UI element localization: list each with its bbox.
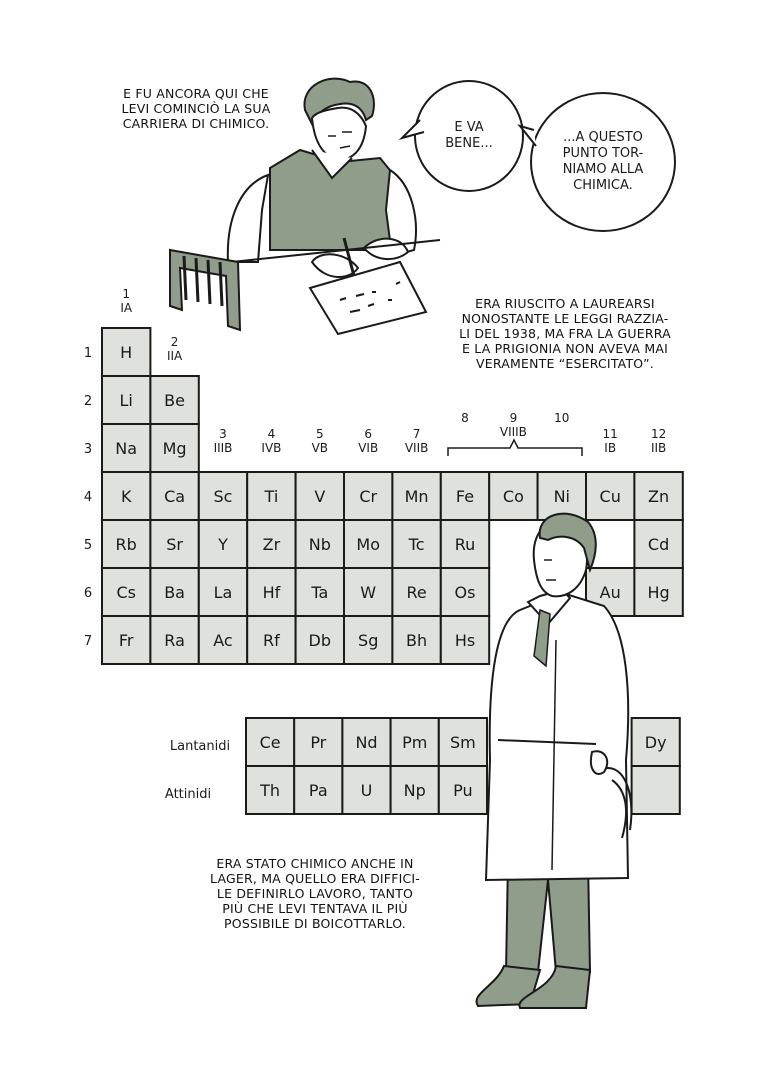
element-symbol: Mo [356,535,380,554]
element-symbol: Db [308,631,332,650]
element-symbol: Ra [164,631,185,650]
element-symbol: Be [164,391,186,410]
group-label: 5 [315,427,324,441]
element-symbol: W [360,583,377,602]
lanthanide-symbol: Sm [450,733,476,752]
element-symbol: H [120,343,133,362]
element-symbol: Cu [599,487,621,506]
element-symbol: Mg [162,439,187,458]
period-label: 5 [83,538,93,553]
lanthanide-symbol: Pm [402,733,428,752]
group-label: 9 [509,411,518,425]
actinide-symbol: U [360,781,373,800]
speech-bubble-left-text: E VA BENE... [445,120,493,151]
chemist-at-desk [170,79,440,334]
element-symbol: Zr [262,535,281,554]
element-symbol: Ba [164,583,185,602]
period-label: 2 [83,394,93,409]
group-label: VIB [358,441,379,455]
element-symbol: Rb [115,535,137,554]
caption-bottom: ERA STATO CHIMICO ANCHE IN LAGER, MA QUELLO ERA DIFFICI- LE DEFINIRLO LAVORO, TANTO PIÙ CHE LEVI TENTAVA IL PIÙ POSSIBILE DI BOICOTTARLO. [210,856,420,931]
element-symbol: Cr [359,487,378,506]
actinide-symbol: Pu [453,781,473,800]
element-symbol: Li [119,391,133,410]
caption-right: ERA RIUSCITO A LAUREARSI NONOSTANTE LE LEGGI RAZZIA- LI DEL 1938, MA FRA LA GUERRA E LA PRIGIONIA NON AVEVA MAI VERAMENTE “ESERCITATO”. [459,296,671,371]
element-symbol: Y [218,535,228,554]
group-label: IIA [166,349,183,363]
element-symbol: Rf [263,631,280,650]
group-label: VIIIB [499,425,527,439]
bubble-tail-right [520,126,536,146]
element-symbol: Os [454,583,476,602]
element-symbol: Ac [213,631,233,650]
lanthanide-symbol: Dy [644,733,667,752]
element-symbol: V [314,487,326,506]
element-symbol: Nb [308,535,331,554]
group-label: 6 [364,427,373,441]
group-label: IB [604,441,617,455]
element-symbol: Mn [404,487,429,506]
element-symbol: K [120,487,132,506]
element-symbol: Bh [406,631,428,650]
element-symbol: Tc [408,535,425,554]
group-label: 8 [461,411,469,425]
element-symbol: Ru [454,535,476,554]
group-label: VIIB [404,441,429,455]
element-symbol: La [213,583,233,602]
actinide-symbol: Np [403,781,426,800]
group-label: IIIB [213,441,233,455]
caption-top-left: E FU ANCORA QUI CHE LEVI COMINCIÒ LA SUA CARRIERA DI CHIMICO. [121,86,271,131]
element-symbol: Co [502,487,524,506]
element-symbol: Sr [166,535,183,554]
element-symbol: Na [115,439,138,458]
period-label: 4 [83,490,93,505]
element-symbol: Ti [264,487,279,506]
actinides-label: Attinidi [164,787,212,802]
group-label: 2 [170,335,179,349]
period-label: 6 [83,586,93,601]
actinide-cell [632,766,680,814]
group-label: 1 [122,287,131,301]
element-symbol: Cd [647,535,670,554]
lanthanides-label: Lantanidi [169,739,231,754]
group-label: 11 [602,427,618,441]
group-label: 10 [554,411,570,425]
group-brace [448,440,582,456]
group-label: IVB [261,441,282,455]
period-label: 7 [83,634,93,649]
element-symbol: Hg [647,583,670,602]
speech-bubble-right-text: ...A QUESTO PUNTO TOR- NIAMO ALLA CHIMICA. [562,130,644,193]
element-symbol: Ni [553,487,571,506]
group-label: 3 [219,427,227,441]
element-symbol: Zn [648,487,670,506]
element-symbol: Cs [116,583,136,602]
element-symbol: Sc [213,487,233,506]
group-label: IIB [650,441,667,455]
element-symbol: Fe [455,487,475,506]
element-symbol: Ta [311,583,329,602]
element-symbol: Au [599,583,621,602]
group-label: 7 [412,427,421,441]
period-label: 1 [83,346,93,361]
element-symbol: Fr [118,631,134,650]
group-label: VB [311,441,329,455]
element-symbol: Sg [358,631,379,650]
element-symbol: Hf [262,583,281,602]
lanthanide-symbol: Nd [355,733,378,752]
group-label: 4 [267,427,276,441]
element-symbol: Ca [164,487,186,506]
group-label: 12 [650,427,667,441]
period-label: 3 [83,442,93,457]
element-symbol: Hs [454,631,476,650]
element-symbol: Re [406,583,427,602]
actinide-symbol: Pa [308,781,328,800]
group-label: IA [120,301,133,315]
bubble-tail-left [402,120,424,138]
lanthanide-symbol: Pr [310,733,327,752]
lanthanide-symbol: Ce [259,733,281,752]
actinide-symbol: Th [260,781,281,800]
